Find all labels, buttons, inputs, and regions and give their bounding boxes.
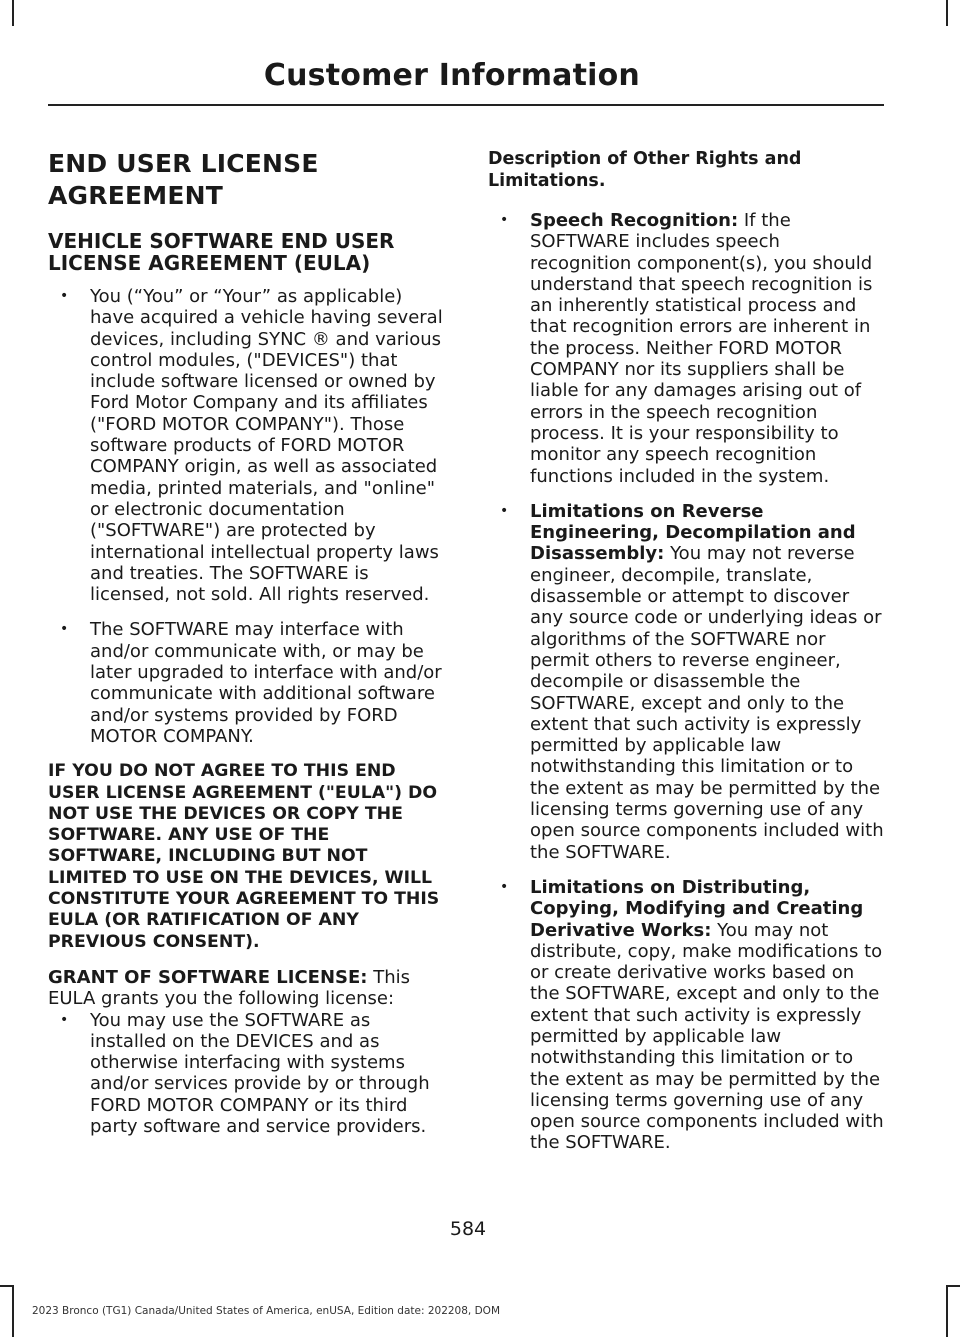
list-item-text: The SOFTWARE may interface with and/or communicate with, or may be later upgraded to interface with and/or communicate with additional software and/or systems provided by FORD MOTOR COMPANY. (90, 619, 442, 747)
rights-heading: Description of Other Rights and Limitations. (488, 149, 802, 191)
page-number: 584 (449, 1218, 487, 1240)
document-title-line2: AGREEMENT (48, 181, 224, 210)
bullet-icon: • (60, 288, 69, 304)
bullet-icon: • (500, 212, 509, 228)
list-item (488, 877, 884, 1154)
grant-lead: GRANT OF SOFTWARE LICENSE: (48, 966, 368, 988)
grant-bullets (48, 1010, 448, 1138)
bullet-icon: • (60, 621, 69, 638)
bullet-icon: • (60, 1011, 69, 1028)
list-item (48, 1010, 448, 1138)
crop-mark-top-right (946, 0, 948, 26)
crop-mark-bottom-left (12, 1285, 14, 1337)
list-item-text: You may use the SOFTWARE as installed on the DEVICES and as otherwise interfacing with systems and/or services provide by or through FORD MOTOR COMPANY or its third party software and service providers. (90, 1009, 430, 1137)
list-item-text: You may not distribute, copy, make modifications to or create derivative works based on the SOFTWARE, except and only to the extent that such activity is expressly permitted by applicable law notwithstanding this limitation or to the extent as may be permitted by the licensing terms governing use of any open source components included with the SOFTWARE. (530, 919, 884, 1154)
list-item-text: You may not reverse engineer, decompile, translate, disassemble or attempt to discover any source code or underlying ideas or algorithms of the SOFTWARE nor permit others to reverse engineer, decompile or disassemble the SOFTWARE, except and only to the extent that such activity is expressly permitted by applicable law notwithstanding this limitation or to the extent as may be permitted by the licensing terms governing use of any open source components included with the SOFTWARE. (530, 543, 884, 863)
crop-mark-bottom-left-h (0, 1285, 14, 1287)
list-item-lead: Limitations on Distributing, Copying, Modifying and Creating Derivative Works: (530, 876, 864, 941)
edition-footer: 2023 Bronco (TG1) Canada/United States of America, enUSA, Edition date: 202208, DOM (32, 1305, 501, 1317)
left-column (48, 148, 448, 1151)
document-title-line1: END USER LICENSE (48, 149, 319, 178)
rights-bullets (488, 210, 884, 1154)
grant-paragraph (48, 967, 448, 1010)
list-item-lead: Limitations on Reverse Engineering, Decompilation and Disassembly: (530, 500, 856, 565)
list-item (488, 210, 884, 487)
list-item-lead: Speech Recognition: (530, 210, 739, 231)
bullet-icon: • (500, 502, 509, 519)
header-divider (48, 104, 884, 106)
page-header-title: Customer Information (263, 58, 640, 93)
list-item (48, 286, 448, 605)
right-column (488, 148, 884, 1168)
crop-mark-bottom-right (946, 1285, 948, 1337)
intro-bullets (48, 286, 448, 747)
grant-text: This EULA grants you the following license: (48, 966, 410, 1010)
agreement-warning: IF YOU DO NOT AGREE TO THIS END USER LICENSE AGREEMENT ("EULA") DO NOT USE THE DEVICES OR COPY THE SOFTWARE. ANY USE OF THE SOFTWARE, INCLUDING BUT NOT LIMITED TO USE ON THE DEVICES, WILL CONSTITUTE YOUR AGREEMENT TO THIS EULA (OR RATIFICATION OF ANY PREVIOUS CONSENT). (48, 761, 440, 952)
crop-mark-bottom-right-h (946, 1285, 960, 1287)
document-title (48, 148, 448, 212)
eula-subtitle: VEHICLE SOFTWARE END USER LICENSE AGREEMENT (EULA) (48, 229, 395, 275)
bullet-icon: • (500, 878, 509, 895)
list-item (488, 501, 884, 863)
list-item-text: You (“You” or “Your” as applicable) have acquired a vehicle having several devices, including SYNC ® and various control modules, ("DEVICES") that include software licensed or owned by Ford Motor Company and its affiliates ("FORD MOTOR COMPANY"). Those software products of FORD MOTOR COMPANY origin, as well as associated media, printed materials, and "online" or electronic documentation ("SOFTWARE") are protected by international intellectual property laws and treaties. The SOFTWARE is licensed, not sold. All rights reserved. (90, 286, 443, 606)
list-item-text: If the SOFTWARE includes speech recognition component(s), you should understand that speech recognition is an inherently statistical process and that recognition errors are inherent in the process. Neither FORD MOTOR COMPANY nor its suppliers shall be liable for any damages arising out of errors in the speech recognition process. It is your responsibility to monitor any speech recognition functions included in the system. (530, 210, 873, 487)
crop-mark-top-left (12, 0, 14, 26)
list-item (48, 619, 448, 747)
